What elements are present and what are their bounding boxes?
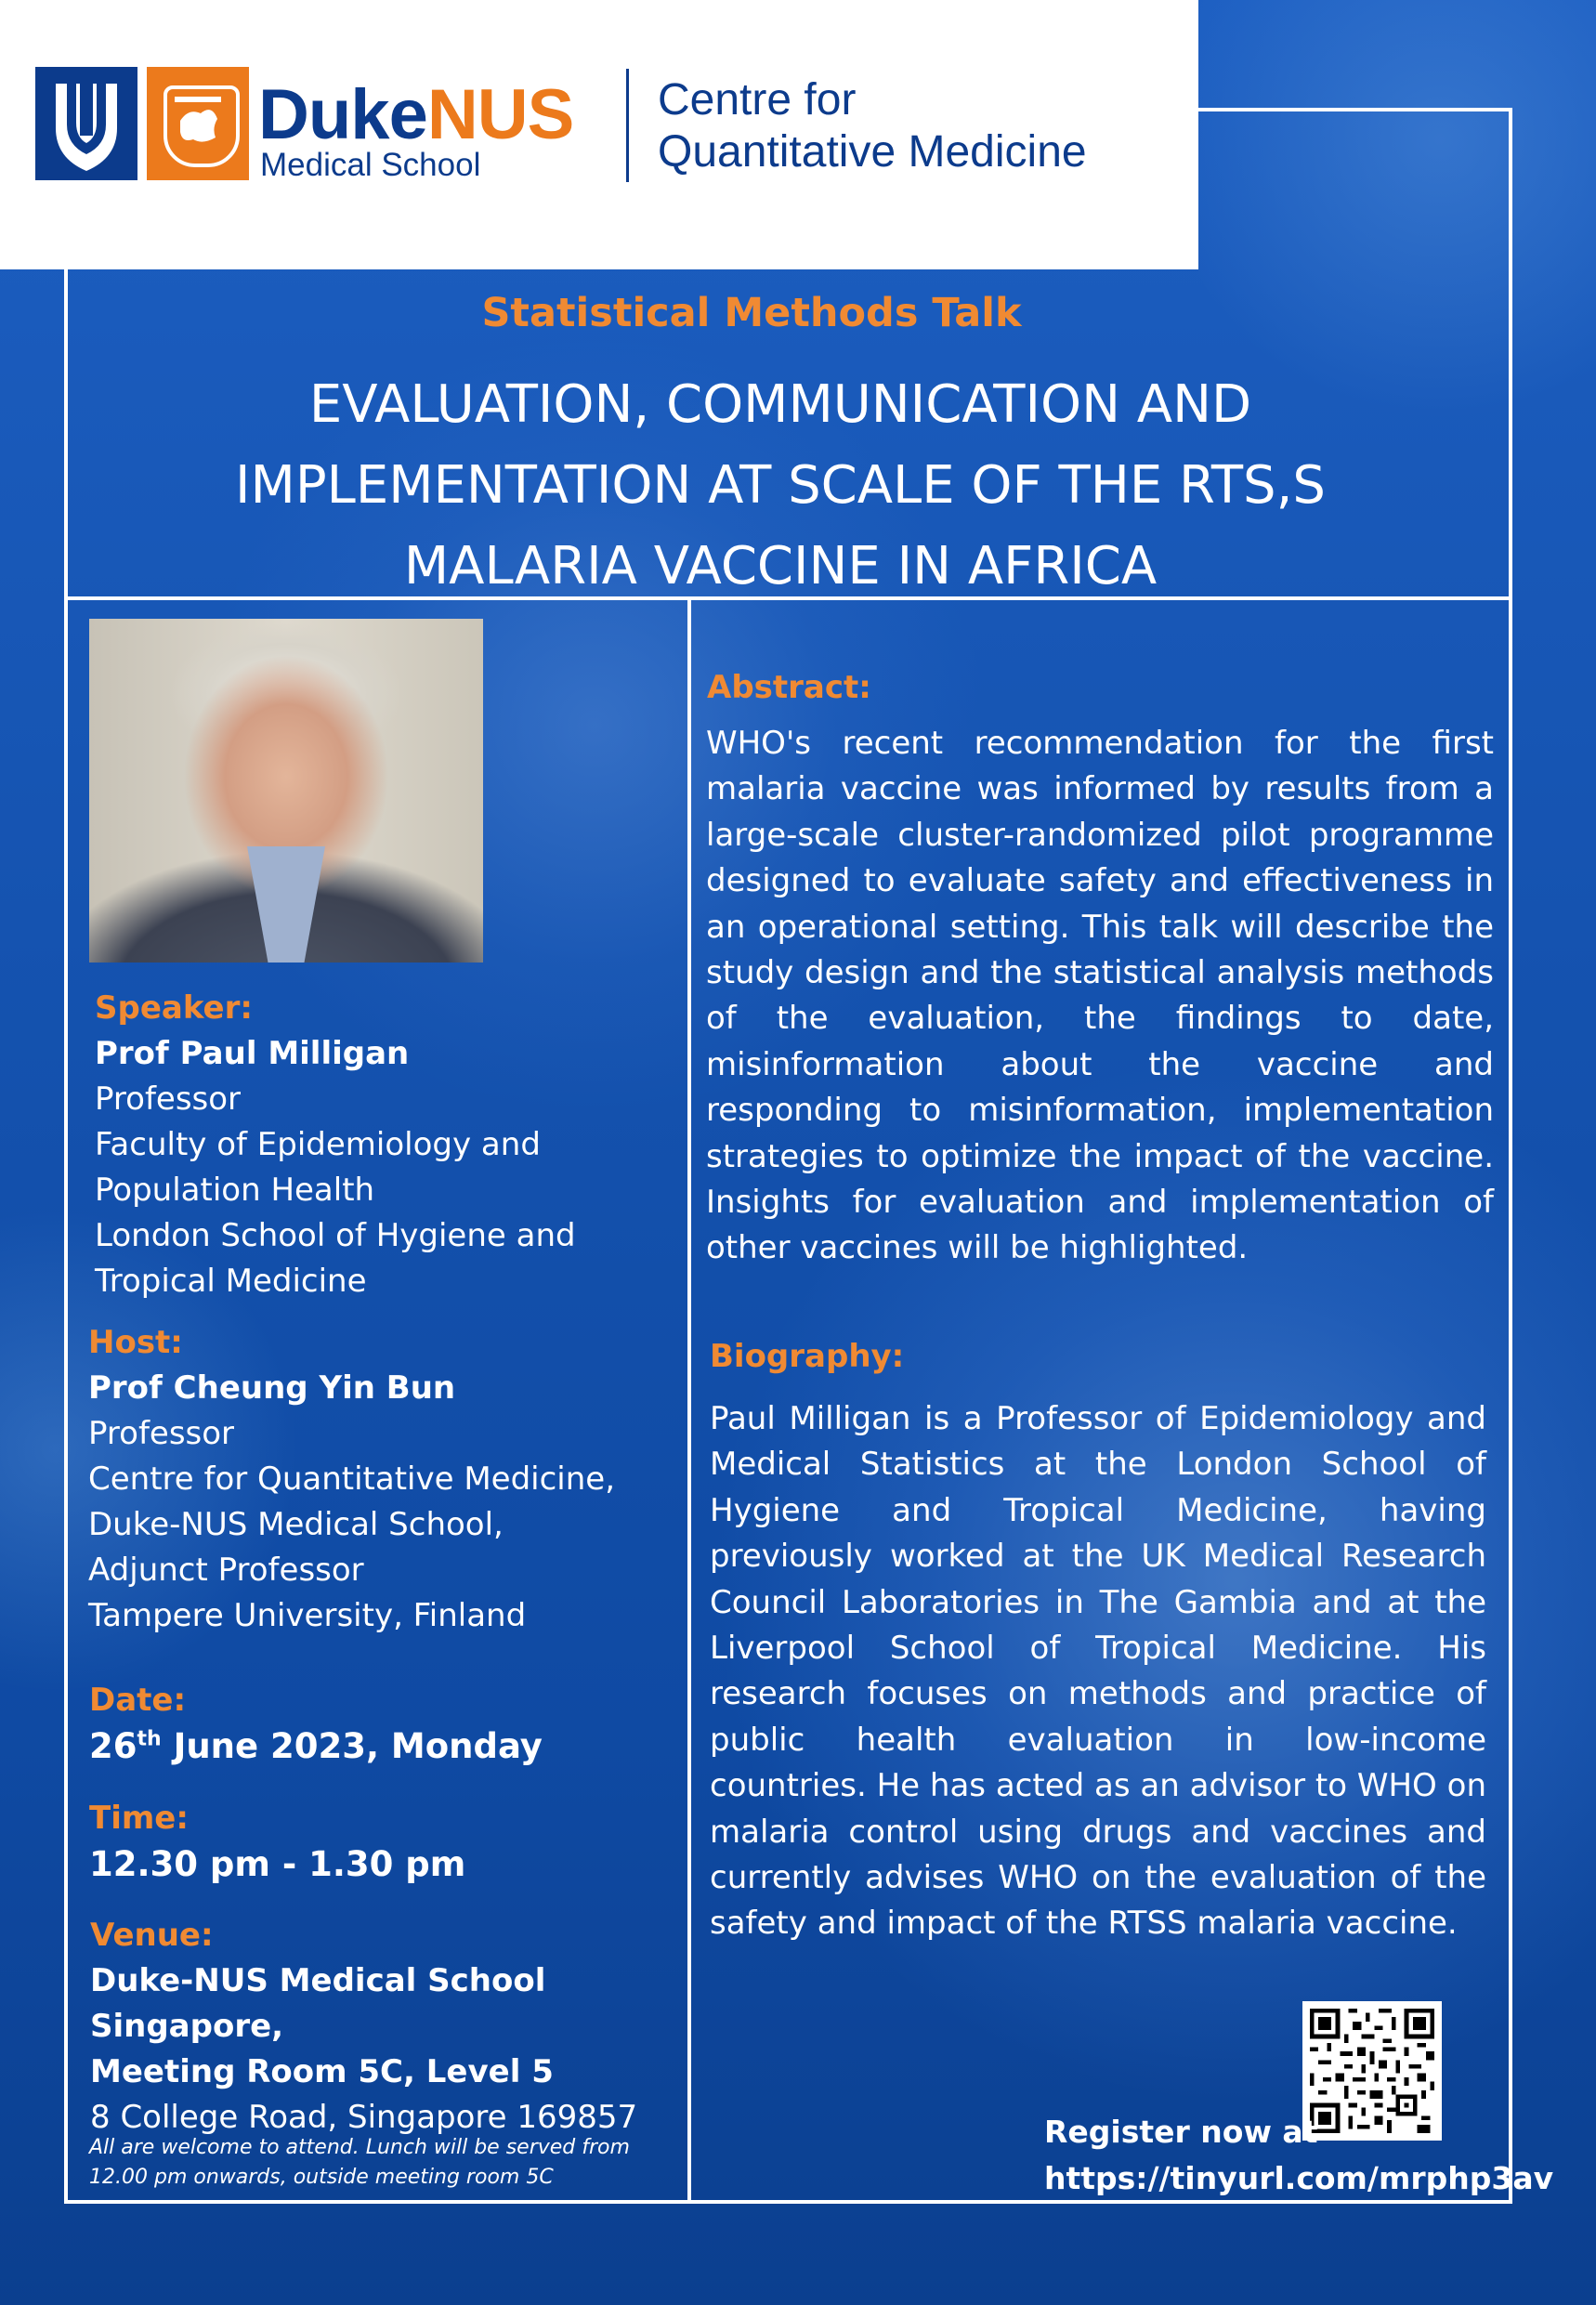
biography-text: Paul Milligan is a Professor of Epidemiology and Medical Statistics at the London School of Hygiene and Tropical Medicine, having previously worked at the UK Medical Research Council Laboratories in The Gambia and at the Liverpool School of Tropical Medicine. His research focuses on methods and practice of public health evaluation in low-income countries. He has acted as an advisor to WHO on malaria control using drugs and vaccines and currently advises WHO on the evaluation of the safety and impact of the RTSS malaria vaccine. <box>710 1400 1486 1943</box>
speaker-section <box>95 986 671 1304</box>
venue-line: Meeting Room 5C, Level 5 <box>90 2053 554 2090</box>
abstract-text: WHO's recent recommendation for the first malaria vaccine was informed by results from a large-scale cluster-randomized pilot programme designed to evaluate safety and effectiveness in an operational setting. This talk will describe the study design and the statistical analysis methods of the evaluation, the findings to date, misinformation about the vaccine and responding to misinformation, implementation strategies to optimize the impact of the vaccine. Insights for evaluation and implementation of other vaccines will be highlighted. <box>706 725 1494 1267</box>
speaker-detail: Tropical Medicine <box>95 1263 367 1300</box>
register-link[interactable]: https://tinyurl.com/mrphp3av <box>1044 2160 1554 2196</box>
host-detail: Centre for Quantitative Medicine, <box>88 1460 616 1498</box>
host-detail: Adjunct Professor <box>88 1552 364 1589</box>
speaker-detail: Population Health <box>95 1172 375 1209</box>
time-value: 12.30 pm - 1.30 pm <box>89 1844 466 1884</box>
host-detail: Duke-NUS Medical School, <box>88 1506 504 1543</box>
frame-top-right <box>1198 108 1512 111</box>
date-section <box>89 1678 674 1769</box>
time-label: Time: <box>89 1800 189 1837</box>
brand-subtitle: Medical School <box>260 147 481 183</box>
register-section <box>1044 2109 1553 2202</box>
talk-title: EVALUATION, COMMUNICATION AND IMPLEMENTATION AT SCALE OF THE RTS,S MALARIA VACCINE IN AFRICA <box>235 374 1326 596</box>
nus-seal-icon <box>147 67 249 180</box>
venue-line: 8 College Road, Singapore 169857 <box>90 2099 638 2136</box>
date-label: Date: <box>89 1682 187 1719</box>
host-name: Prof Cheung Yin Bun <box>88 1369 456 1407</box>
speaker-detail: London School of Hygiene and <box>95 1217 576 1254</box>
host-label: Host: <box>88 1324 183 1361</box>
brand-name: DukeNUS <box>258 75 574 154</box>
host-detail: Professor <box>88 1415 235 1452</box>
duke-shield-icon <box>35 67 137 180</box>
speaker-label: Speaker: <box>95 989 253 1027</box>
speaker-photo <box>89 619 483 963</box>
frame-right <box>1509 108 1512 2204</box>
biography-label: Biography: <box>710 1338 905 1375</box>
host-section <box>88 1320 674 1639</box>
centre-name: Centre for Quantitative Medicine <box>658 75 1087 177</box>
talk-type: Statistical Methods Talk <box>481 290 1022 336</box>
header-band <box>0 0 1198 269</box>
speaker-name: Prof Paul Milligan <box>95 1035 410 1072</box>
host-detail: Tampere University, Finland <box>88 1597 527 1634</box>
speaker-detail: Faculty of Epidemiology and <box>95 1126 541 1163</box>
header-divider <box>626 69 629 182</box>
venue-label: Venue: <box>90 1917 214 1954</box>
venue-line: Duke-NUS Medical School Singapore, <box>90 1962 546 2045</box>
date-value: 26th June 2023, Monday <box>89 1726 543 1766</box>
frame-column-divider <box>687 596 691 2204</box>
abstract-label: Abstract: <box>707 669 871 706</box>
attendance-note: All are welcome to attend. Lunch will be served from 12.00 pm onwards, outside meeting room 5C <box>89 2136 630 2189</box>
speaker-detail: Professor <box>95 1080 242 1118</box>
time-section <box>89 1796 674 1887</box>
venue-section <box>90 1913 685 2141</box>
register-text: Register now at <box>1044 2114 1318 2150</box>
